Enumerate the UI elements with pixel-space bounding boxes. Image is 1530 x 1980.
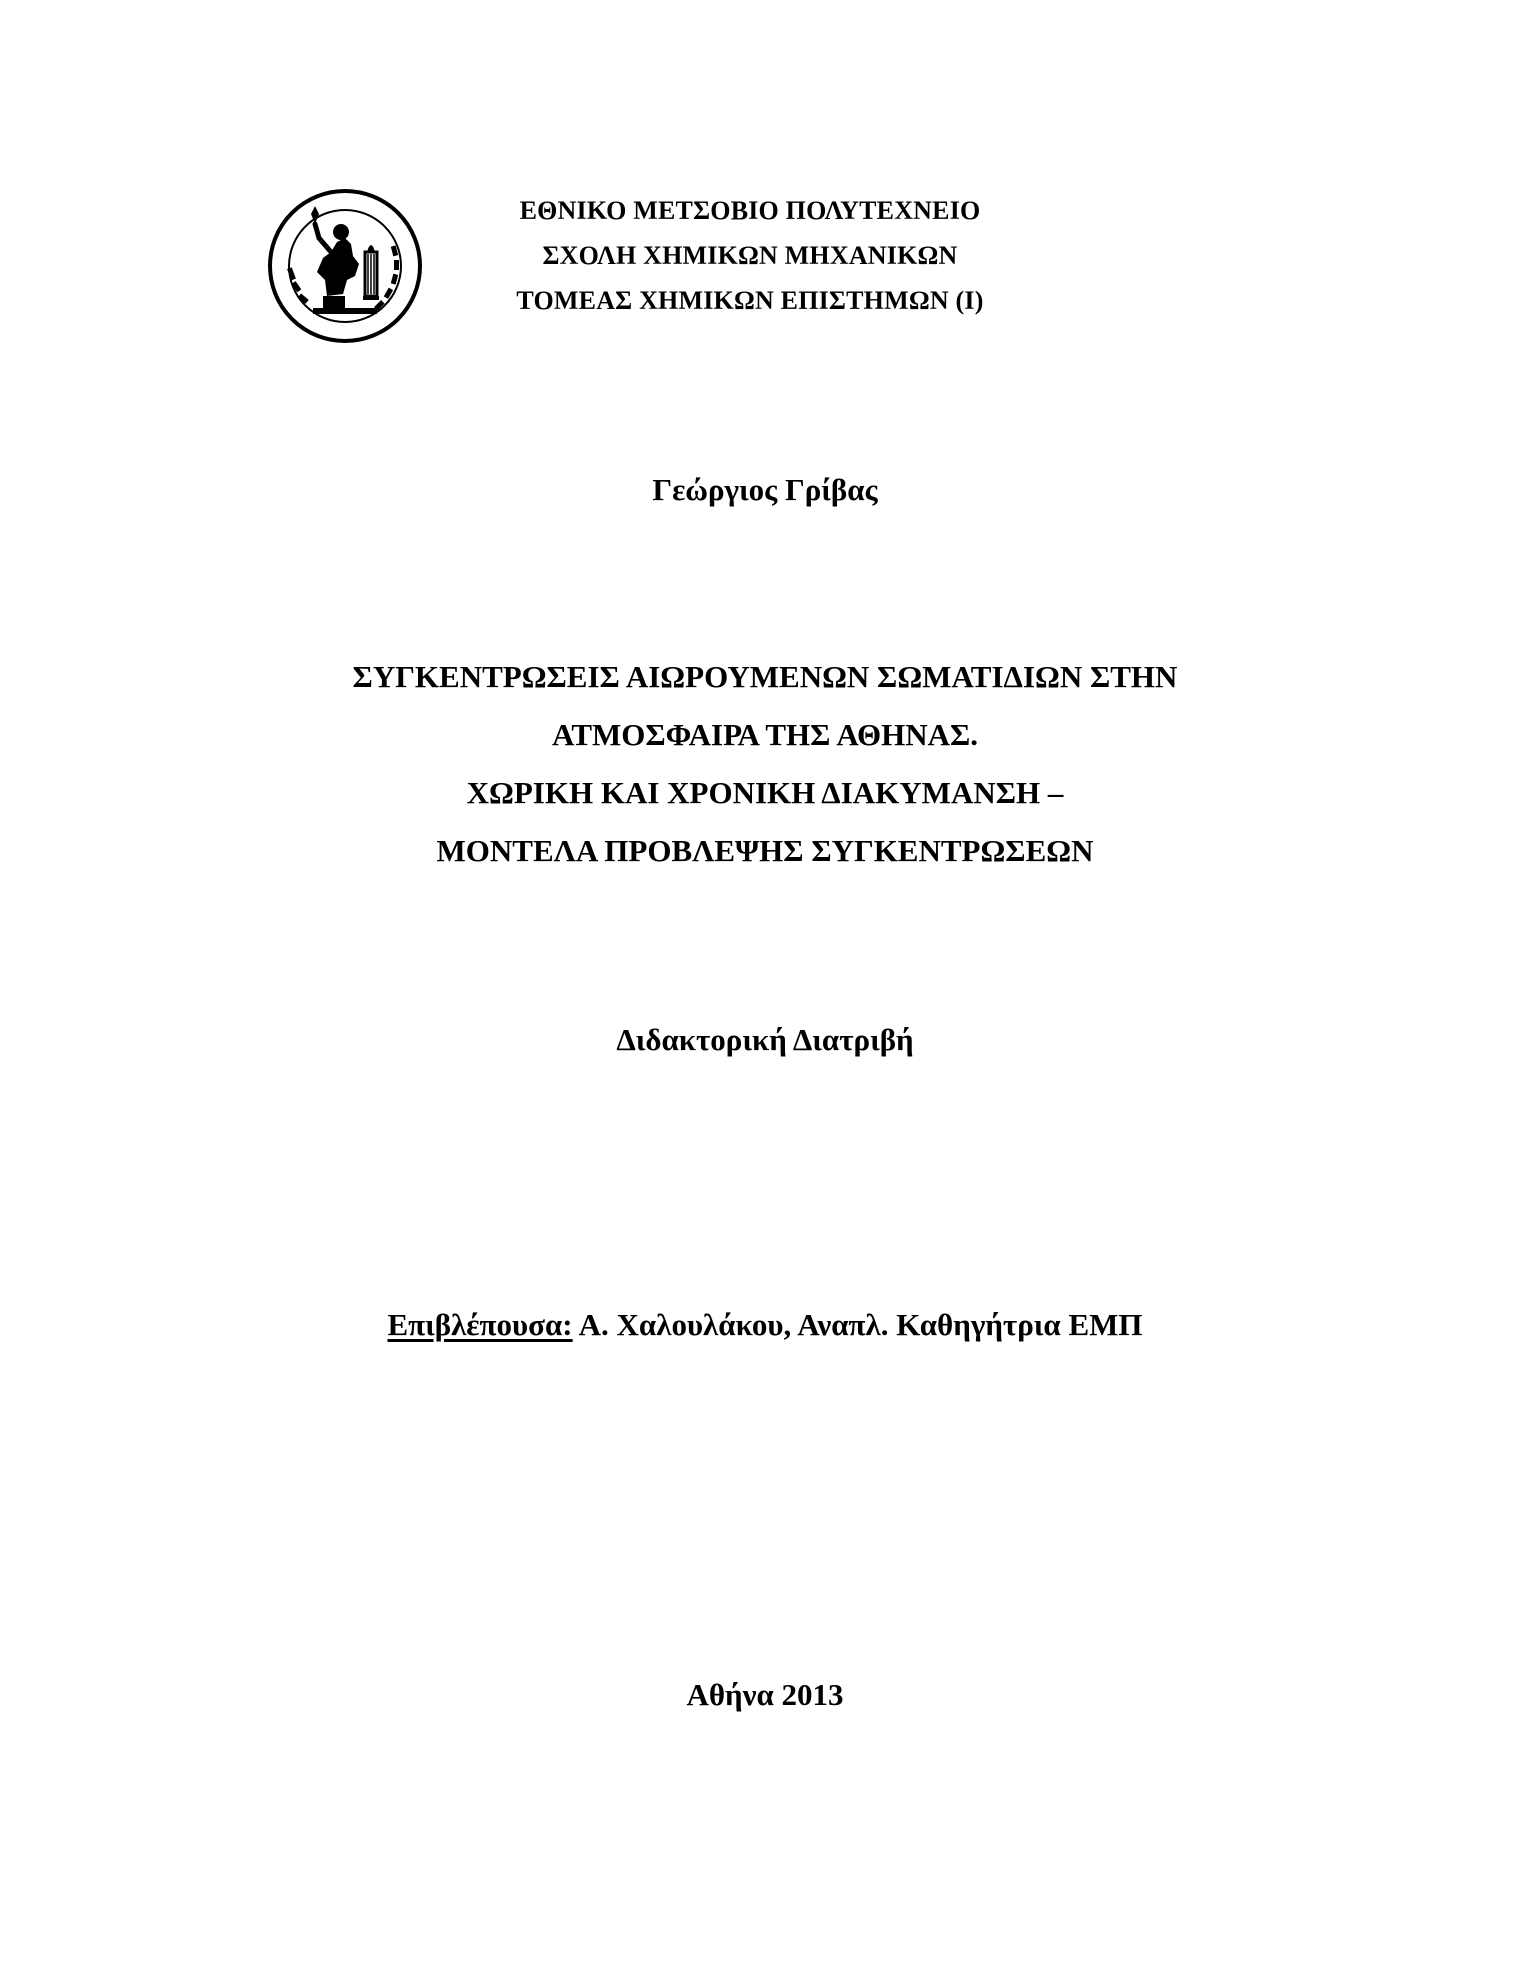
- title-line: ΜΟΝΤΕΛΑ ΠΡΟΒΛΕΨΗΣ ΣΥΓΚΕΝΤΡΩΣΕΩΝ: [436, 833, 1094, 868]
- university-name: ΕΘΝΙΚΟ ΜΕΤΣΟΒΙΟ ΠΟΛΥΤΕΧΝΕΙΟ: [519, 196, 981, 225]
- supervisor-name: Α. Χαλουλάκου, Αναπλ. Καθηγήτρια ΕΜΠ: [572, 1307, 1143, 1342]
- school-name: ΣΧΟΛΗ ΧΗΜΙΚΩΝ ΜΗΧΑΝΙΚΩΝ: [542, 241, 958, 270]
- supervisor-line: [0, 1305, 1530, 1345]
- document-type: Διδακτορική Διατριβή: [616, 1022, 914, 1057]
- ntua-seal-icon: [267, 188, 423, 344]
- thesis-title: [0, 648, 1530, 880]
- place-date: Αθήνα 2013: [686, 1677, 844, 1712]
- department-name: ΤΟΜΕΑΣ ΧΗΜΙΚΩΝ ΕΠΙΣΤΗΜΩΝ (Ι): [516, 286, 984, 315]
- title-line: ΧΩΡΙΚΗ ΚΑΙ ΧΡΟΝΙΚΗ ΔΙΑΚΥΜΑΝΣΗ –: [466, 775, 1064, 810]
- title-line: ΑΤΜΟΣΦΑΙΡΑ ΤΗΣ ΑΘΗΝΑΣ.: [551, 717, 979, 752]
- institution-header: [470, 188, 1030, 323]
- supervisor-label: Επιβλέπουσα:: [387, 1307, 573, 1342]
- author-name: Γεώργιος Γρίβας: [652, 472, 878, 507]
- title-line: ΣΥΓΚΕΝΤΡΩΣΕΙΣ ΑΙΩΡΟΥΜΕΝΩΝ ΣΩΜΑΤΙΔΙΩΝ ΣΤΗΝ: [352, 659, 1178, 694]
